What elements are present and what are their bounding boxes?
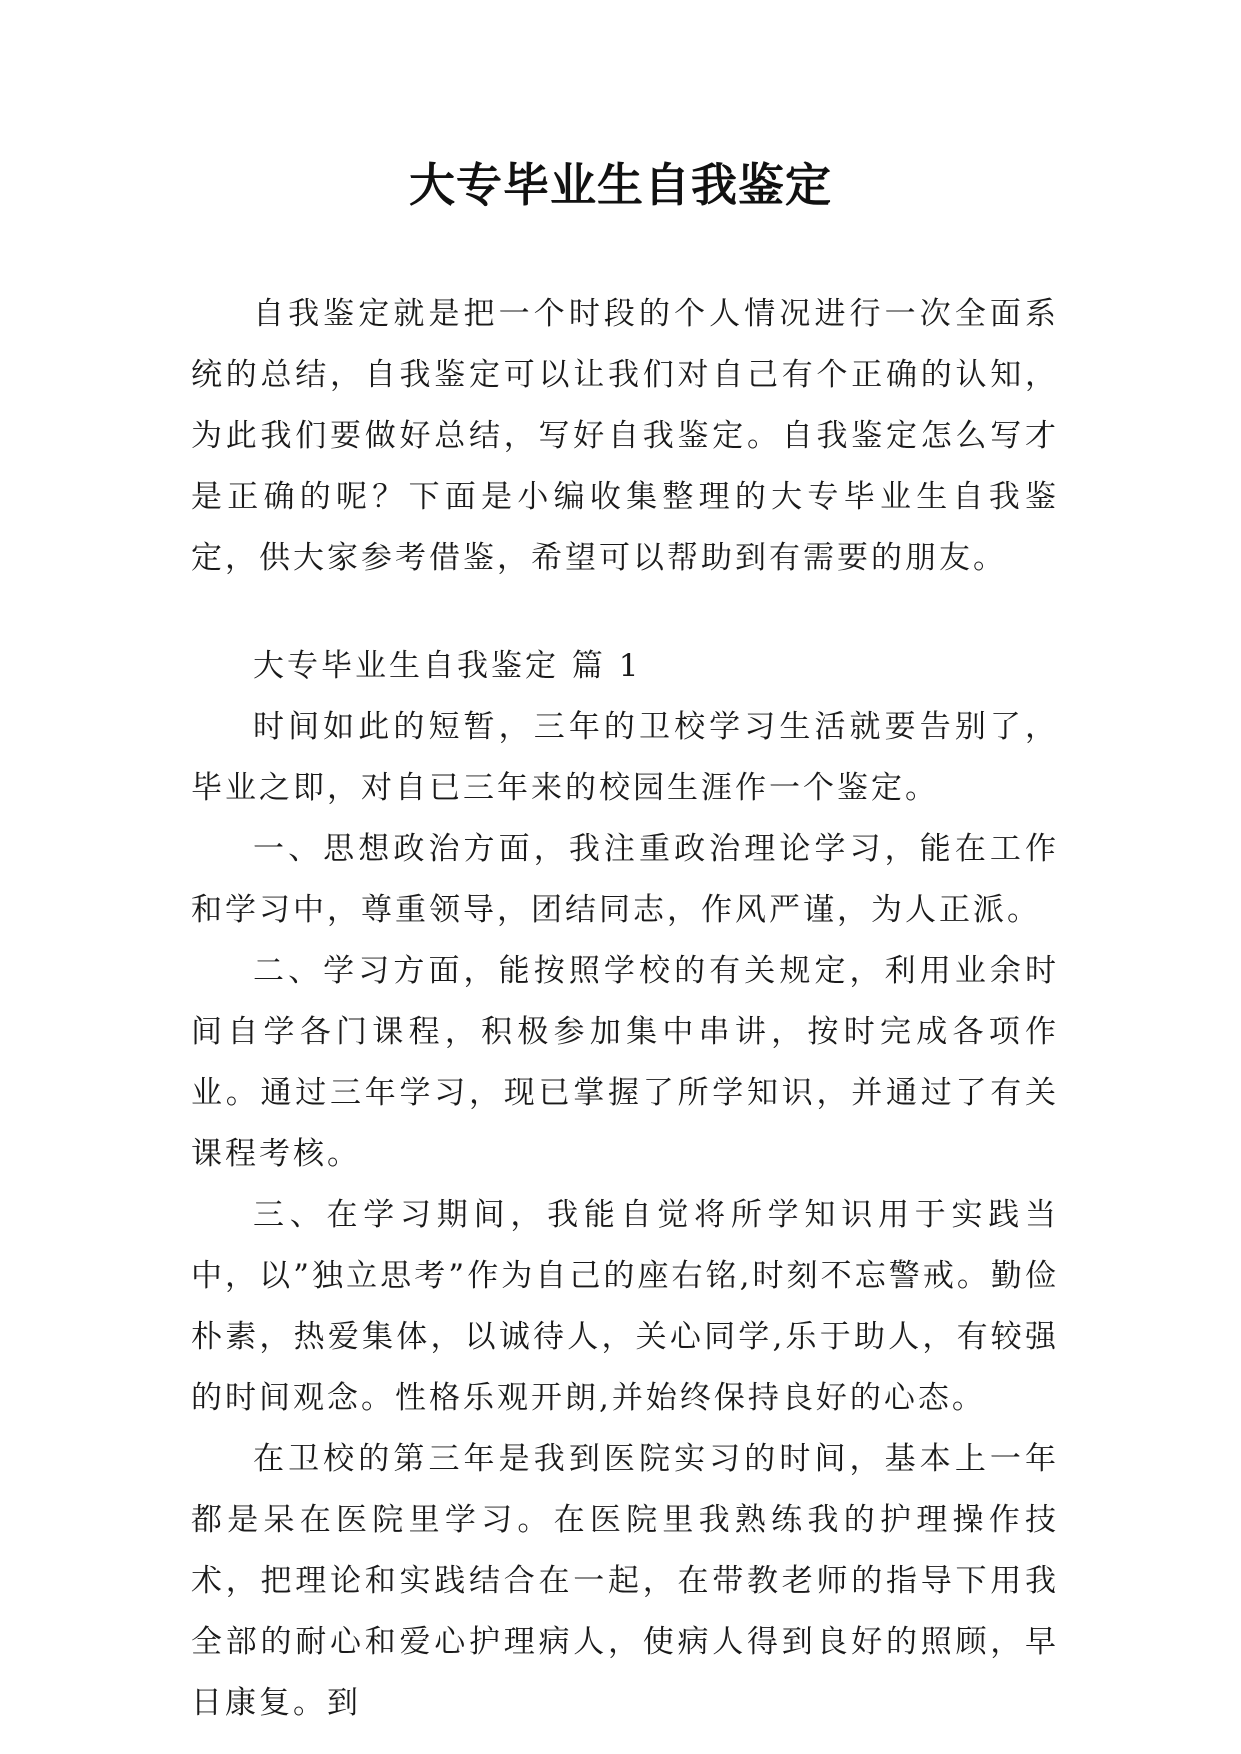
paragraph-2: 一、思想政治方面，我注重政治理论学习，能在工作和学习中，尊重领导，团结同志，作风严谨，为人正派。 — [191, 831, 1059, 928]
paragraph-1: 时间如此的短暂，三年的卫校学习生活就要告别了，毕业之即，对自已三年来的校园生涯作一个鉴定。 — [191, 709, 1059, 806]
paragraph-3: 二、学习方面，能按照学校的有关规定，利用业余时间自学各门课程，积极参加集中串讲，按时完成各项作业。通过三年学习，现已掌握了所学知识，并通过了有关课程考核。 — [191, 953, 1059, 1172]
intro-block — [191, 284, 1059, 589]
section-heading: 大专毕业生自我鉴定 篇 1 — [253, 648, 642, 684]
document-title: 大专毕业生自我鉴定 — [409, 158, 832, 212]
section-1 — [191, 636, 1059, 1734]
intro-paragraph: 自我鉴定就是把一个时段的个人情况进行一次全面系统的总结，自我鉴定可以让我们对自己有个正确的认知，为此我们要做好总结，写好自我鉴定。自我鉴定怎么写才是正确的呢？下面是小编收集整理的大专毕业生自我鉴定，供大家参考借鉴，希望可以帮助到有需要的朋友。 — [191, 296, 1059, 576]
paragraph-5: 在卫校的第三年是我到医院实习的时间，基本上一年都是呆在医院里学习。在医院里我熟练我的护理操作技术，把理论和实践结合在一起，在带教老师的指导下用我全部的耐心和爱心护理病人，使病人得到良好的照顾，早日康复。到 — [191, 1441, 1059, 1721]
paragraph-4: 三、在学习期间，我能自觉将所学知识用于实践当中，以”独立思考”作为自己的座右铭,时刻不忘警戒。勤俭朴素，热爱集体，以诚待人，关心同学,乐于助人，有较强的时间观念。性格乐观开朗,并始终保持良好的心态。 — [191, 1197, 1059, 1416]
